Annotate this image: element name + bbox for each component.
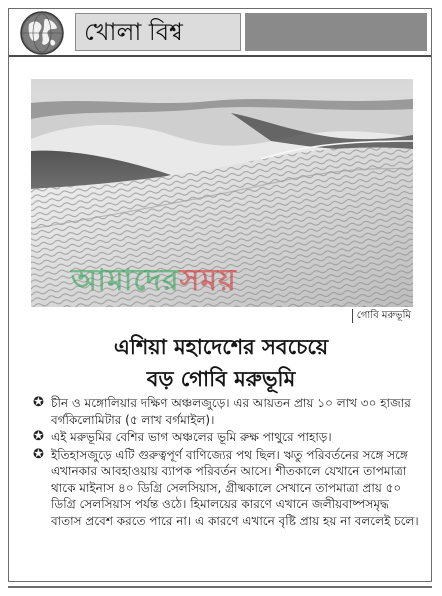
list-item-text: ইতিহাসজুড়ে এটি গুরুত্বপূর্ণ বাণিজ্যের পথ ছিল। ঋতু পরিবর্তনের সঙ্গে সঙ্গে এখানকার আবহাওয়ায় ব্যাপক পরিবর্তন আসে। শীতকালে যেখানে তাপমাত্রা থাকে মাইনাস ৪০ ডিগ্রি সেলসিয়াস, গ্রীষ্মকালে সেখানে তাপমাত্রা প্রায় ৫০ ডিগ্রি সেলসিয়াস পর্যন্ত ওঠে। হিমালয়ের কারণে এখানে জলীয়বাষ্পসমৃদ্ধ বাতাস প্রবেশ করতে পারে না। এ কারণে এখানে বৃষ্টি প্রায় হয় না বললেই চলে। — [51, 447, 419, 528]
article-headline — [49, 331, 393, 395]
watermark-part-b: সময় — [179, 263, 237, 298]
photo-caption: গোবি মরুভূমি — [352, 309, 411, 323]
fact-list — [33, 395, 419, 530]
globe-icon — [19, 10, 65, 56]
headline-line-1: এশিয়া মহাদেশের সবচেয়ে — [113, 335, 329, 359]
bottom-rule — [8, 586, 432, 588]
section-title: খোলা বিশ্ব — [84, 18, 183, 46]
header-title-box — [75, 13, 241, 51]
article-frame — [8, 8, 432, 582]
list-item — [33, 429, 419, 446]
watermark-part-a: আমাদের — [71, 263, 180, 298]
header-bar — [245, 13, 427, 51]
list-item-text: এই মরুভূমির বেশির ভাগ অঞ্চলের ভূমি রুক্ষ পাথুরে পাহাড়। — [51, 430, 332, 444]
desert-dunes-image — [31, 79, 413, 307]
list-item — [33, 447, 419, 530]
headline-line-2: বড় গোবি মরুভূমি — [146, 367, 296, 391]
list-item — [33, 395, 419, 428]
section-header — [9, 9, 431, 57]
flower-star-icon: ✪ — [33, 429, 44, 444]
gobi-desert-photo — [31, 79, 413, 307]
flower-star-icon: ✪ — [33, 446, 44, 462]
list-item-text: চীন ও মঙ্গোলিয়ার দক্ষিণ অঞ্চলজুড়ে। এর আয়তন প্রায় ১০ লাখ ৩০ হাজার বর্গকিলোমিটার (৫ লাখ বর্গমাইল)। — [51, 396, 411, 427]
flower-star-icon: ✪ — [33, 395, 44, 410]
